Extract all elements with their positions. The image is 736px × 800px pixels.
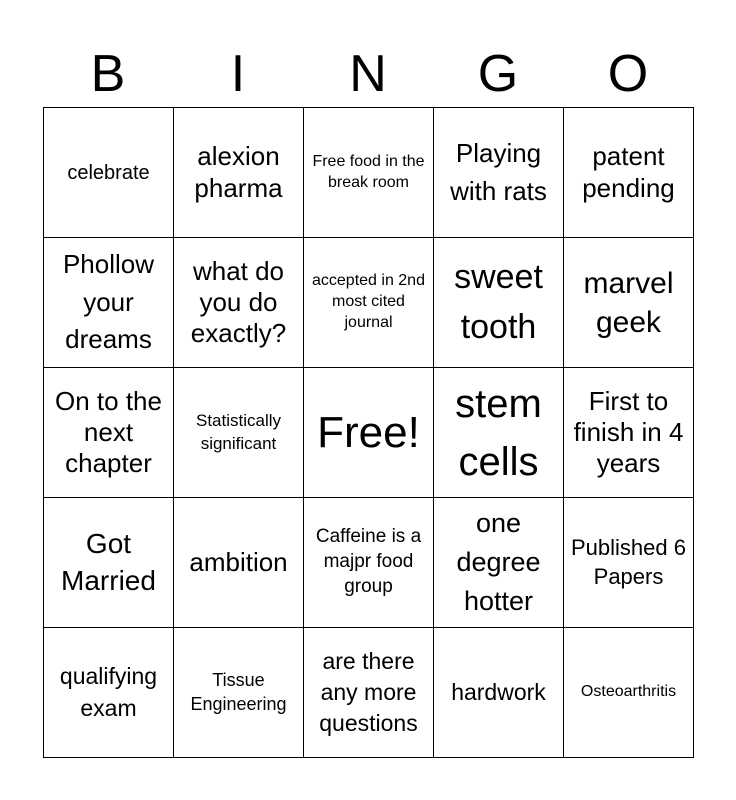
bingo-cell-r1c3[interactable]: Free food in the break room [304,108,434,238]
bingo-cell-r1c5[interactable]: patent pending [564,108,694,238]
bingo-cell-r4c5[interactable]: Published 6 Papers [564,498,694,628]
bingo-cell-r2c1[interactable]: Phollow your dreams [44,238,174,368]
bingo-cell-r1c1[interactable]: celebrate [44,108,174,238]
bingo-cell-r4c2[interactable]: ambition [174,498,304,628]
board-row [44,368,694,498]
bingo-cell-r5c5[interactable]: Osteoarthritis [564,628,694,758]
board-row [44,498,694,628]
bingo-cell-r3c4[interactable]: stem cells [434,368,564,498]
board-row [44,628,694,758]
bingo-cell-r4c3[interactable]: Caffeine is a majpr food group [304,498,434,628]
bingo-cell-r3c3[interactable]: Free! [304,368,434,498]
bingo-board [43,107,694,758]
bingo-cell-r3c1[interactable]: On to the next chapter [44,368,174,498]
header-letter-i: I [230,45,246,103]
bingo-cell-r2c4[interactable]: sweet tooth [434,238,564,368]
bingo-cell-r2c3[interactable]: accepted in 2nd most cited journal [304,238,434,368]
bingo-cell-r3c5[interactable]: First to finish in 4 years [564,368,694,498]
header-letter-b: B [90,45,126,103]
bingo-cell-r3c2[interactable]: Statistically significant [174,368,304,498]
bingo-cell-r4c1[interactable]: Got Married [44,498,174,628]
bingo-cell-r1c4[interactable]: Playing with rats [434,108,564,238]
header-letter-n: N [349,45,387,103]
bingo-cell-r5c3[interactable]: are there any more questions [304,628,434,758]
board-row [44,238,694,368]
header-letter-o: O [607,45,649,103]
bingo-cell-r2c2[interactable]: what do you do exactly? [174,238,304,368]
header-letter-g: G [477,45,519,103]
bingo-header [43,40,693,108]
bingo-cell-r4c4[interactable]: one degree hotter [434,498,564,628]
bingo-cell-r5c2[interactable]: Tissue Engineering [174,628,304,758]
bingo-cell-r2c5[interactable]: marvel geek [564,238,694,368]
bingo-cell-r5c1[interactable]: qualifying exam [44,628,174,758]
bingo-cell-r5c4[interactable]: hardwork [434,628,564,758]
bingo-cell-r1c2[interactable]: alexion pharma [174,108,304,238]
board-row [44,108,694,238]
